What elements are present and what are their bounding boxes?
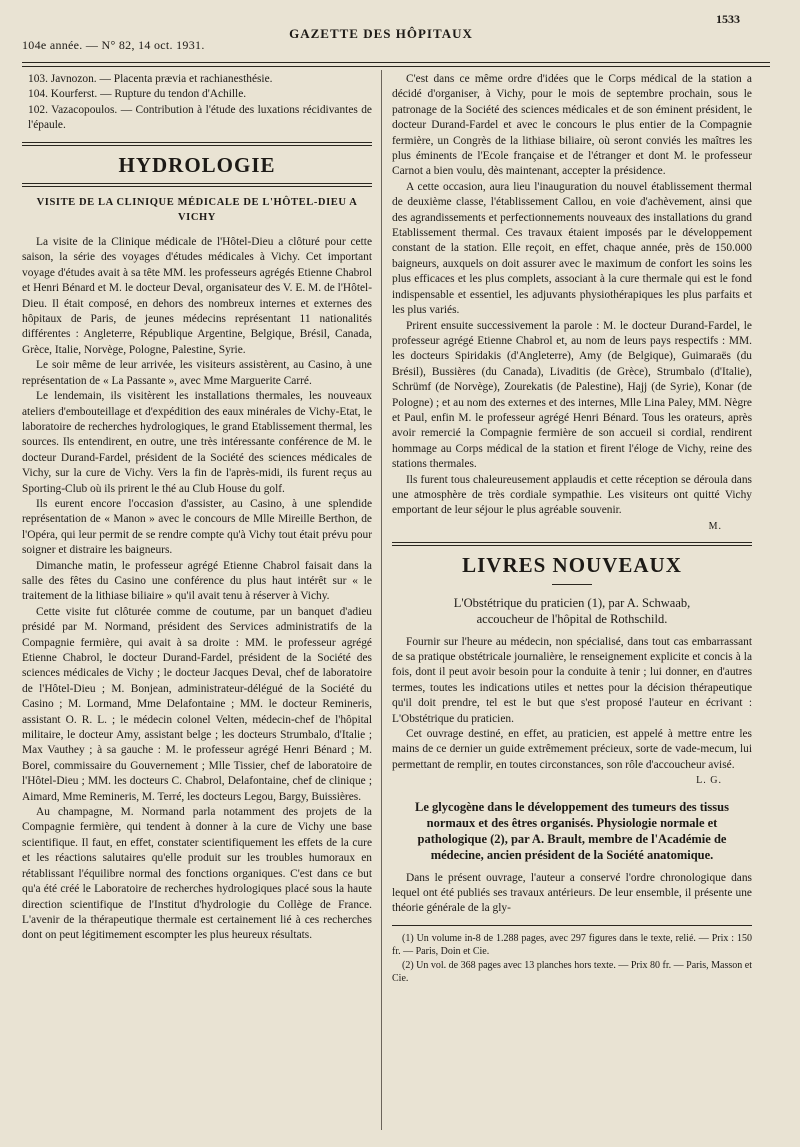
book-subtitle: accoucheur de l'hôpital de Rothschild.: [476, 611, 668, 626]
paragraph: Le lendemain, ils visitèrent les installations thermales, les nouveaux ateliers d'embouteillage et d'expédition des eaux minérales de Vichy-Etat, le laboratoire de recherches hydrologiques, le grand Etablissement thermal, les sources. Ils entendirent, en outre, une très intéressante conférence de M. le docteur Durand-Fardel, président de la Société des sciences médicales de Vichy, sur la cure de Vichy. Vers la fin de l'après-midi, ils furent reçus au Sporting-Club où ils prirent le thé au Club House du golf.: [22, 390, 372, 495]
left-column: [22, 72, 372, 944]
paragraph: Dimanche matin, le professeur agrégé Etienne Chabrol faisait dans la salle des fêtes du Casino une conférence du plus haut intérêt sur « le traitement de la lithiase biliaire » qu'il avait tenu à réserver à Vichy.: [22, 559, 372, 603]
list-item: 104. Kourferst. — Rupture du tendon d'Achille.: [28, 88, 247, 101]
paragraph: Ils furent tous chaleureusement applaudis et cette réception se déroula dans une atmosphère de très cordiale sympathie. Les visiteurs ont quitté Vichy emportant de leur séjour le plus agréable souvenir.: [392, 473, 752, 517]
article-signature: M.: [708, 520, 722, 532]
column-divider: [381, 70, 382, 1130]
journal-title: GAZETTE DES HÔPITAUX: [289, 26, 473, 41]
footnotes: [392, 925, 752, 986]
paragraph: Le soir même de leur arrivée, les visiteurs assistèrent, au Casino, à une représentation de « La Passante », avec Mme Marguerite Carré.: [22, 359, 372, 387]
list-item: 102. Vazacopoulos. — Contribution à l'étude des luxations récidivantes de l'épaule.: [28, 103, 372, 132]
section-separator: [22, 142, 372, 146]
list-item: 103. Javnozon. — Placenta prævia et rachianesthésie.: [28, 73, 273, 85]
paragraph: C'est dans ce même ordre d'idées que le Corps médical de la station a décidé d'organiser, à Vichy, pour le mois de septembre prochain, sous le patronage de la Société des sciences médicales et de son éminent président, le docteur Durand-Fardel et avec le concours le plus entier de la Compagnie fermière, un Congrès de la lithiase biliaire, où seront conviés les maîtres les plus éminents de l'Ecole française et de l'étranger et dont M. le professeur Carnot a bien voulu, dès maintenant, accepter la présidence.: [392, 73, 752, 178]
short-rule: [552, 584, 592, 585]
footnote: (1) Un volume in-8 de 1.288 pages, avec 297 figures dans le texte, relié. — Prix : 150 fr. — Paris, Doin et Cie.: [392, 932, 752, 958]
page-number: 1533: [716, 12, 740, 26]
section-title-hydrologie: HYDROLOGIE: [118, 152, 276, 177]
book-title-line: L'Obstétrique du praticien (1), par A. Schwaab,: [453, 595, 691, 610]
book-title-2: Le glycogène dans le développement des tumeurs des tissus normaux et des êtres organisés. Physiologie normale et pathologique (2), par A. Brault, membre de l'Académie de médecine, ancien président de la Société anatomique.: [415, 799, 729, 862]
review-signature: L. G.: [696, 775, 722, 787]
header-rule-2: [22, 66, 770, 67]
paragraph: Cet ouvrage destiné, en effet, au praticien, est appelé à mettre entre les mains de ce dernier un guide extrêmement précieux, sorte de vade-mecum, lui permettant de remplir, en toutes circonstances, son rôle d'accoucheur avisé.: [392, 728, 752, 771]
paragraph: Ils eurent encore l'occasion d'assister, au Casino, à une splendide représentation de « Manon » avec le concours de Mlle Mireille Berthon, de l'Opéra, qui leur permit de se rendre compte qu'à Vichy tout était prévu pour soigner et distraire les baigneurs.: [22, 497, 372, 557]
header-rule: [22, 62, 770, 63]
paragraph: Fournir sur l'heure au médecin, non spécialisé, dans tout cas embarrassant de sa pratique obstétricale journalière, le renseignement explicite et concis à la fois, dont il peut avoir besoin pour la conduite à tenir ; lui donner, en d'autres termes, toutes les indications utiles et nettes pour la décision thérapeutique qu'il doit prendre, tel est le but que s'est proposé l'auteur en écrivant : L'Obstétrique du praticien.: [392, 635, 752, 725]
footnote: (2) Un vol. de 368 pages avec 13 planches hors texte. — Prix 80 fr. — Paris, Masson et Cie.: [392, 959, 752, 985]
section-title-livres: LIVRES NOUVEAUX: [462, 553, 682, 578]
paragraph: Au champagne, M. Normand parla notamment des projets de la Compagnie fermière, qui tendent à donner à la cure de Vichy une base scientifique. Il faut, en effet, constater scientifiquement les effets de la cure et les réactions salutaires qu'elle produit sur les troubles humoraux en rétablissant l'équilibre normal des fonctions organiques. C'est dans ce but qu'a été créé le Laboratoire de recherches hydrologiques placé sous la haute direction scientifique de l'Institut d'hydrologie du Collège de France. L'avenir de la thérapeutique thermale est certainement lié à ces recherches dont on peut légitimement escompter les plus heureux résultats.: [22, 806, 372, 942]
thesis-list: [22, 72, 372, 134]
paragraph: Dans le présent ouvrage, l'auteur a conservé l'ordre chronologique dans lequel ont été publiés ses travaux antérieurs. De leur ensemble, il présente une théorie générale de la gly-: [392, 871, 752, 915]
paragraph: La visite de la Clinique médicale de l'Hôtel-Dieu a clôturé pour cette saison, la série des voyages d'études médicales à Vichy. Cet important voyage d'études avait à sa tête MM. les professeurs agrégés Etienne Chabrol et Henri Bénard et M. le docteur Deval, organisateur des V. E. M. de l'Hôtel-Dieu. Il était composé, en dehors des nombreux internes et externes des hôpitaux de Paris, de jeunes médecins représentant 11 nationalités différentes : Angleterre, République Argentine, Belgique, Brésil, Canada, Grèce, Italie, Norvège, Pologne, Palestine, Syrie.: [22, 236, 372, 356]
book-title: [392, 595, 752, 627]
article-subtitle: VISITE DE LA CLINIQUE MÉDICALE DE L'HÔTEL-DIEU A VICHY: [36, 197, 358, 224]
issue-info: 104e année. — N° 82, 14 oct. 1931.: [22, 38, 205, 52]
right-column: [392, 72, 752, 986]
page-header: [22, 10, 740, 50]
paragraph: Cette visite fut clôturée comme de coutume, par un banquet d'adieu présidé par M. Normand, président des Services administratifs de la Compagnie fermière, qui avait à sa droite : MM. le professeur agrégé Etienne Chabrol, le docteur Durand-Fardel, président de la Société des sciences médicales de Vichy ; le docteur Jacques Deval, chef de laboratoire de l'Hôtel-Dieu ; M. Bonjean, administrateur-délégué de la Société du Casino ; M. Lormand, Mme Delafontaine ; MM. le docteur Remineris, assistant O. R. L. ; le médecin colonel Velten, médecin-chef de l'hôpital militaire, le docteur Amy, assistant belge ; les docteurs Strumbalo, d'Italie ; Max Vauthey ; à sa gauche : M. le professeur agrégé Henri Bénard ; M. Borel, commissaire du Gouvernement ; Mlle Tissier, chef de laboratoire de l'Hôtel-Dieu ; MM. les docteurs C. Chabrol, Delafontaine, chef de clinique ; Aimard, Mme Remineris, M. Terré, les docteurs Legou, Bargy, Buissières.: [22, 605, 372, 803]
paragraph: A cette occasion, aura lieu l'inauguration du nouvel établissement thermal de deuxième classe, l'établissement Callou, en voie d'achèvement, ainsi que des agrandissements et perfectionnements nouveaux des installations du grand Etablissement thermal. Ces travaux étaient imposés par le développement constant de la station. Elle reçoit, en effet, chaque année, près de 150.000 baigneurs, auxquels on doit assurer avec le maximum de confort les soins les plus efficaces et les plus complets, associant à la cure thermale qui est le fond indispensable et essentiel, les adjuvants physiothérapiques les plus parfaits et les plus variés.: [392, 180, 752, 317]
section-separator: [22, 183, 372, 187]
section-separator: [392, 542, 752, 546]
paragraph: Prirent ensuite successivement la parole : M. le docteur Durand-Fardel, le professeur agrégé Etienne Chabrol et, au nom de leurs pays respectifs : MM. les docteurs Spiridakis (d'Angleterre), Amy (de Belgique), Guimaraës (du Brésil), Bussières (du Canada), Livaditis (de Grèce), Strumbalo (d'Italie), Schrümf (de Norvège), Zourekatis (de Palestine), Hajj (de Syrie), Konar (de Pologne) ; et au nom des externes et des internes, Mlle Lina Paley, MM. Nègre et Paul, enfin M. le professeur agrégé Henri Bénard. Tous les orateurs, après avoir remercié la Compagnie fermière de son accueil si cordial, rendirent hommage au Corps médical de la station et firent l'éloge de Vichy, reine des stations thermales.: [392, 319, 752, 471]
